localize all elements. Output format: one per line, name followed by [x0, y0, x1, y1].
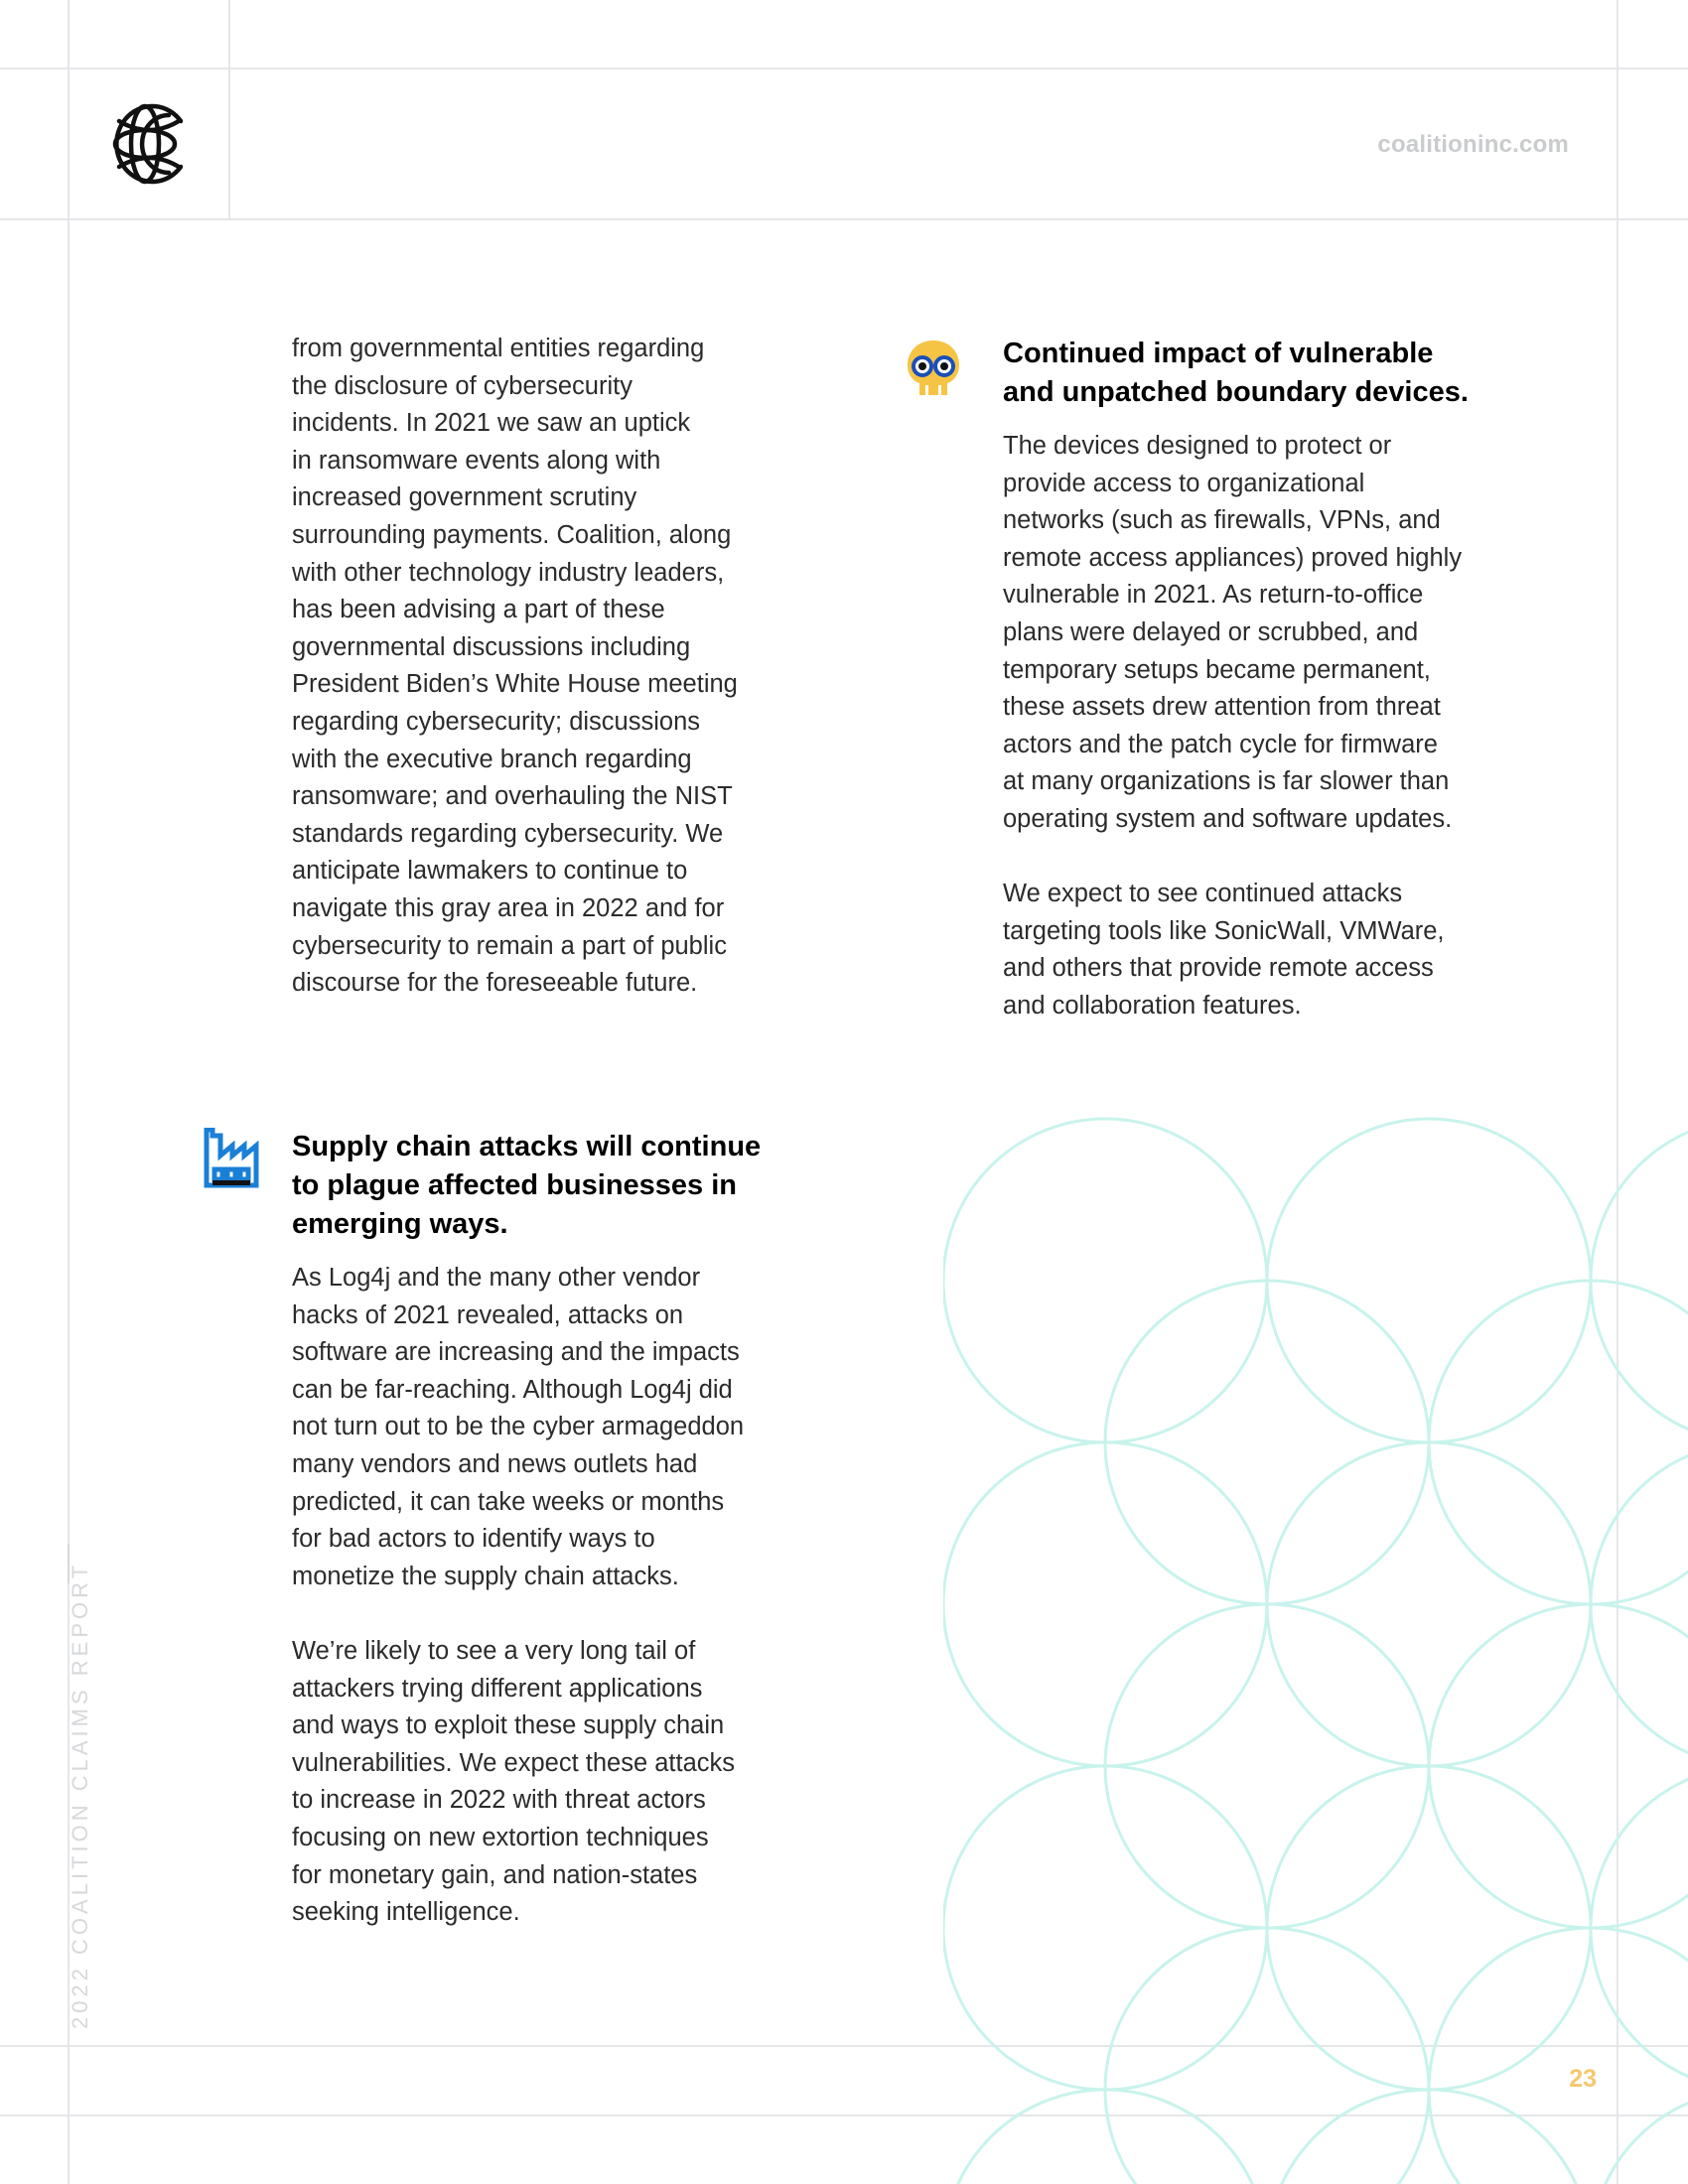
skull-icon	[904, 338, 963, 399]
supply-chain-section	[292, 1128, 808, 1932]
pattern-circle	[1267, 1442, 1591, 1766]
boundary-devices-section	[1003, 335, 1519, 1025]
grid-line-top	[0, 68, 1688, 69]
pattern-circle	[1105, 1604, 1429, 1928]
pattern-circle	[1429, 1604, 1688, 1928]
factory-icon	[203, 1128, 260, 1189]
grid-line-left-inner	[228, 0, 230, 220]
pattern-circle	[1429, 1928, 1688, 2184]
pattern-circle	[943, 1119, 1267, 1442]
pattern-circle	[943, 1442, 1267, 1766]
supply-chain-heading: Supply chain attacks will continue to plague affected businesses in emerging ways.	[292, 1131, 762, 1240]
site-url[interactable]: coalitioninc.com	[1377, 131, 1569, 158]
boundary-devices-heading: Continued impact of vulnerable and unpatched boundary devices.	[1003, 338, 1469, 408]
pattern-circle	[1105, 1928, 1429, 2184]
pattern-circle	[1591, 2090, 1688, 2184]
boundary-devices-paragraph-1: The devices designed to protect or provide access to organizational networks (such as firewalls, VPNs, and remote access appliances) proved highly vulnerable in 2021. As return-to-office plans were delayed or scrubbed, and temporary setups became permanent, these assets drew attention from threat actors and the patch cycle for firmware at many organizations is far slower than operating system and software updates.	[1003, 432, 1463, 833]
supply-chain-paragraph-2: We’re likely to see a very long tail of attackers trying different applications and ways to exploit these supply chain vulnerabilities. We expect these attacks to increase in 2022 with threat actors focusing on new extortion techniques for monetary gain, and nation-states seeking intelligence.	[292, 1636, 736, 1927]
boundary-devices-paragraph-2: We expect to see continued attacks targeting tools like SonicWall, VMWare, and others that provide remote access and collaboration features.	[1003, 880, 1445, 1020]
report-side-title: 2022 COALITION CLAIMS REPORT	[68, 1561, 92, 2029]
intro-paragraph: from governmental entities regarding the disclosure of cybersecurity incidents. In 2021 we saw an uptick in ransomware events along with increased government scrutiny surrounding payments. Coalition, along with other technology industry leaders, has been advising a part of these governmental discussions including President Biden’s White House meeting regarding cybersecurity; discussions with the executive branch regarding ransomware; and overhauling the NIST standards regarding cybersecurity. We anticipate lawmakers to continue to navigate this gray area in 2022 and for cybersecurity to remain a part of public discourse for the foreseeable future.	[292, 335, 738, 998]
coalition-logo-icon	[109, 99, 191, 189]
circle-pattern-background	[943, 1102, 1688, 2184]
grid-line-header-bottom	[0, 218, 1688, 220]
left-column	[292, 331, 808, 1003]
page-number: 23	[1569, 2065, 1597, 2093]
pattern-circle	[943, 1766, 1267, 2090]
pattern-circle	[1267, 1119, 1591, 1442]
pattern-circle	[1105, 1281, 1429, 1604]
pattern-circle	[1267, 1766, 1591, 2090]
pattern-circle	[1429, 1281, 1688, 1604]
supply-chain-paragraph-1: As Log4j and the many other vendor hacks of 2021 revealed, attacks on software are increasing and the impacts can be far-reaching. Although Log4j did not turn out to be the cyber armageddon many vendors and news outlets had predicted, it can take weeks or months for bad actors to identify ways to monetize the supply chain attacks.	[292, 1264, 745, 1590]
